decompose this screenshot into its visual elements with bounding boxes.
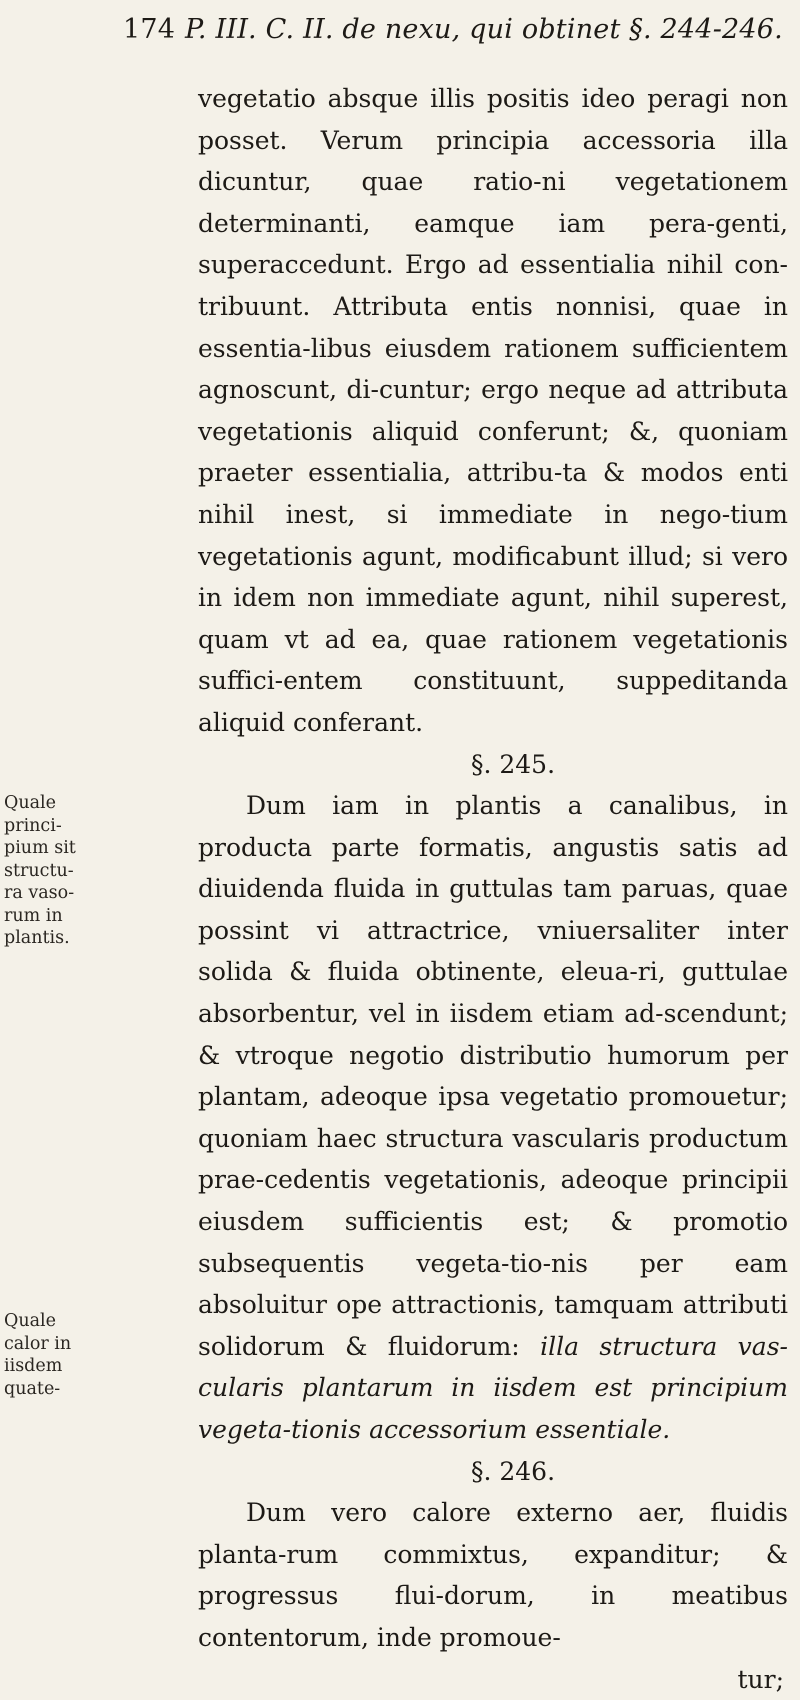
margin-line: rum in [4, 905, 63, 926]
margin-line: quate- [4, 1378, 61, 1399]
section-heading-245: §. 245. [470, 749, 556, 779]
margin-line: princi- [4, 815, 62, 836]
paragraph-245-text: Dum iam in plantis a canalibus, in producta parte formatis, angustis satis ad diuidenda fluida in guttulas tam paruas, quae possint vi attractrice, vniuersaliter inter solida & fluida obtinente, eleua-ri, guttulae absorbentur, vel in iisdem etiam ad-scendunt; & vtroque negotio distributio humorum per plantam, adeoque ipsa vegetatio promouetur; quoniam haec structura vascularis productum prae-cedentis vegetationis, adeoque principii eiusdem sufficientis est; & promotio subsequentis vegeta-tio-nis per eam absoluitur ope attractionis, tamquam attributi solidorum & fluidorum: [198, 791, 788, 1361]
paragraph-244-continued: vegetatio absque illis positis ideo peragi non posset. Verum principia accessoria illa dicuntur, quae ratio-ni vegetationem determinanti, eamque iam pera-genti, superaccedunt. Ergo ad essentialia nihil con-tribuunt. Attributa entis nonnisi, quae in essentia-libus eiusdem rationem sufficientem agnoscunt, di-cuntur; ergo neque ad attributa vegetationis aliquid conferunt; &, quoniam praeter essentialia, attribu-ta & modos enti nihil inest, si immediate in nego-tium vegetationis agunt, modificabunt illud; si vero in idem non immediate agunt, nihil superest, quam vt ad ea, quae rationem vegetationis suffici-entem constituunt, suppeditanda aliquid conferant. [198, 84, 788, 737]
margin-line: plantis. [4, 928, 70, 948]
page-number: 174 [123, 14, 176, 45]
margin-line: Quale [4, 793, 57, 813]
margin-line: Quale [4, 1311, 57, 1331]
margin-line: calor in [4, 1333, 72, 1354]
margin-note-245 [4, 792, 122, 950]
paragraph-245-conclusion: illa structura vas-cularis plantarum in iisdem est principium vegeta-tionis accessorium essentiale. [198, 1331, 788, 1444]
running-title: P. III. C. II. de nexu, qui obtinet §. 244-246. [185, 14, 783, 45]
margin-note-246 [4, 1310, 122, 1400]
catchword: tur; [737, 1664, 784, 1694]
margin-line: iisdem [4, 1356, 63, 1376]
paragraph-246: Dum vero calore externo aer, fluidis planta-rum commixtus, expanditur; & progressus flui-dorum, in meatibus contentorum, inde promoue- [198, 1498, 788, 1652]
main-text [198, 78, 788, 1700]
margin-line: ra vaso- [4, 883, 75, 903]
margin-line: pium sit [4, 838, 76, 858]
margin-line: structu- [4, 860, 74, 881]
page-header [123, 14, 783, 64]
paragraph-245 [198, 785, 788, 1451]
section-heading-246: §. 246. [470, 1456, 556, 1486]
